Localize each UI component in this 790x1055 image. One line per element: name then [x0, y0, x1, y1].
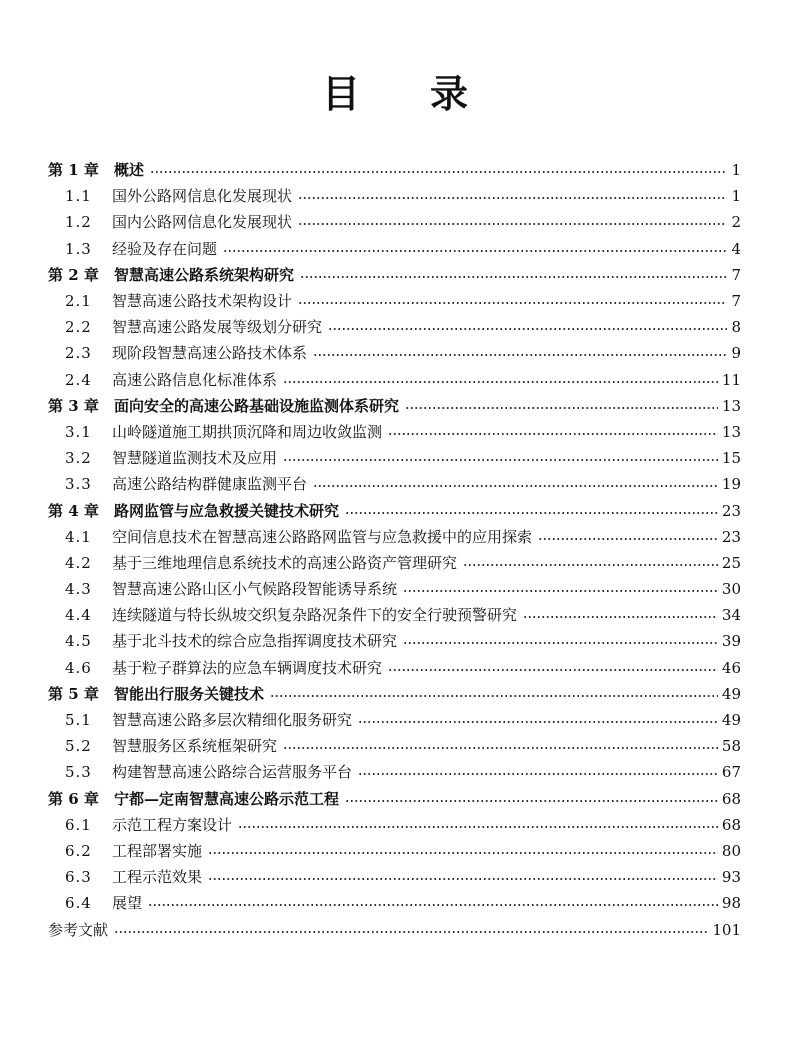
toc-entry-page-number: 9 [731, 344, 741, 363]
toc-entry-number: 3.1 [65, 422, 92, 441]
toc-entry-number: 4.3 [65, 580, 92, 599]
toc-section-entry[interactable] [48, 707, 741, 733]
toc-entry-number: 第 1 章 [48, 161, 99, 180]
toc-entry-title: 基于三维地理信息系统技术的高速公路资产管理研究 [112, 553, 458, 572]
toc-entry-title: 山岭隧道施工期拱顶沉降和周边收敛监测 [112, 422, 383, 441]
toc-section-entry[interactable] [48, 340, 741, 366]
dot-leader [270, 695, 718, 697]
toc-references-entry[interactable] [48, 916, 741, 942]
toc-entry-title: 智能出行服务关键技术 [114, 684, 265, 703]
toc-entry-number: 第 6 章 [48, 789, 99, 808]
toc-entry-number: 6.1 [65, 815, 92, 834]
toc-entry-number: 第 4 章 [48, 501, 99, 520]
toc-entry-title: 工程示范效果 [112, 868, 203, 887]
toc-entry-title: 示范工程方案设计 [112, 815, 233, 834]
dot-leader [358, 773, 718, 775]
dot-leader [358, 721, 718, 723]
dot-leader [298, 223, 727, 225]
toc-entry-title: 高速公路结构群健康监测平台 [112, 475, 308, 494]
toc-entry-number: 4.1 [65, 527, 92, 546]
toc-chapter-entry[interactable] [48, 262, 741, 288]
toc-entry-number: 第 3 章 [48, 396, 99, 415]
toc-entry-title: 智慧高速公路系统架构研究 [114, 265, 295, 284]
toc-entry-number: 2.2 [65, 318, 92, 337]
toc-chapter-entry[interactable] [48, 393, 741, 419]
toc-entry-number: 5.3 [65, 763, 92, 782]
toc-entry-number: 3.2 [65, 449, 92, 468]
page-title-char-1: 目 [321, 71, 360, 116]
toc-section-entry[interactable] [48, 576, 741, 602]
dot-leader [150, 171, 727, 173]
toc-entry-title: 智慧服务区系统框架研究 [112, 737, 278, 756]
dot-leader [298, 197, 727, 199]
toc-entry-title: 国内公路网信息化发展现状 [112, 213, 293, 232]
toc-entry-title: 基于北斗技术的综合应急指挥调度技术研究 [112, 632, 398, 651]
toc-entry-page-number: 15 [721, 449, 741, 468]
dot-leader [313, 354, 727, 356]
toc-entry-page-number: 7 [731, 265, 741, 284]
toc-entry-title: 国外公路网信息化发展现状 [112, 187, 293, 206]
toc-entry-page-number: 23 [721, 501, 741, 520]
toc-entry-number: 2.1 [65, 292, 92, 311]
toc-section-entry[interactable] [48, 524, 741, 550]
toc-entry-title: 参考文献 [48, 920, 109, 939]
dot-leader [283, 381, 718, 383]
toc-entry-number: 6.3 [65, 868, 92, 887]
dot-leader [523, 616, 718, 618]
dot-leader [405, 407, 718, 409]
toc-entry-number: 1.3 [65, 239, 92, 258]
dot-leader [388, 669, 718, 671]
dot-leader [328, 328, 727, 330]
toc-entry-page-number: 2 [731, 213, 741, 232]
toc-entry-page-number: 1 [731, 161, 741, 180]
toc-entry-title: 智慧高速公路多层次精细化服务研究 [112, 711, 353, 730]
dot-leader [313, 485, 718, 487]
toc-entry-title: 工程部署实施 [112, 841, 203, 860]
toc-entry-title: 概述 [114, 161, 145, 180]
toc-entry-page-number: 80 [721, 841, 741, 860]
dot-leader [403, 642, 718, 644]
toc-entry-title: 构建智慧高速公路综合运营服务平台 [112, 763, 353, 782]
toc-entry-title: 现阶段智慧高速公路技术体系 [112, 344, 308, 363]
toc-entry-page-number: 34 [721, 606, 741, 625]
dot-leader [298, 302, 727, 304]
toc-entry-page-number: 68 [721, 815, 741, 834]
toc-entry-number: 4.5 [65, 632, 92, 651]
toc-section-entry[interactable] [48, 602, 741, 628]
toc-section-entry[interactable] [48, 445, 741, 471]
toc-entry-title: 智慧高速公路技术架构设计 [112, 292, 293, 311]
dot-leader [388, 433, 718, 435]
toc-entry-page-number: 25 [721, 553, 741, 572]
dot-leader [283, 747, 718, 749]
toc-entry-page-number: 93 [721, 868, 741, 887]
toc-section-entry[interactable] [48, 236, 741, 262]
toc-entry-number: 6.4 [65, 894, 92, 913]
toc-entry-title: 智慧高速公路发展等级划分研究 [112, 318, 323, 337]
toc-entry-title: 智慧隧道监测技术及应用 [112, 449, 278, 468]
toc-chapter-entry[interactable] [48, 681, 741, 707]
toc-entry-page-number: 101 [712, 920, 741, 939]
toc-section-entry[interactable] [48, 655, 741, 681]
toc-entry-page-number: 7 [731, 292, 741, 311]
toc-section-entry[interactable] [48, 471, 741, 497]
toc-entry-number: 2.3 [65, 344, 92, 363]
toc-entry-page-number: 19 [721, 475, 741, 494]
toc-entry-page-number: 98 [721, 894, 741, 913]
table-of-contents [48, 157, 741, 943]
page-title [0, 70, 790, 118]
toc-entry-number: 5.2 [65, 737, 92, 756]
dot-leader [208, 878, 718, 880]
toc-entry-page-number: 13 [721, 422, 741, 441]
toc-section-entry[interactable] [48, 733, 741, 759]
toc-section-entry[interactable] [48, 209, 741, 235]
toc-section-entry[interactable] [48, 367, 741, 393]
toc-section-entry[interactable] [48, 550, 741, 576]
toc-entry-number: 6.2 [65, 841, 92, 860]
toc-entry-page-number: 58 [721, 737, 741, 756]
toc-section-entry[interactable] [48, 314, 741, 340]
toc-entry-title: 智慧高速公路山区小气候路段智能诱导系统 [112, 580, 398, 599]
toc-section-entry[interactable] [48, 288, 741, 314]
toc-entry-title: 面向安全的高速公路基础设施监测体系研究 [114, 396, 400, 415]
toc-chapter-entry[interactable] [48, 157, 741, 183]
toc-entry-number: 3.3 [65, 475, 92, 494]
toc-entry-number: 1.2 [65, 213, 92, 232]
toc-entry-title: 基于粒子群算法的应急车辆调度技术研究 [112, 658, 383, 677]
toc-entry-number: 2.4 [65, 370, 92, 389]
dot-leader [345, 800, 718, 802]
toc-section-entry[interactable] [48, 759, 741, 785]
toc-entry-page-number: 46 [721, 658, 741, 677]
toc-entry-title: 路网监管与应急救援关键技术研究 [114, 501, 340, 520]
toc-section-entry[interactable] [48, 890, 741, 916]
toc-section-entry[interactable] [48, 628, 741, 654]
toc-entry-title: 连续隧道与特长纵坡交织复杂路况条件下的安全行驶预警研究 [112, 606, 518, 625]
toc-entry-number: 1.1 [65, 187, 92, 206]
dot-leader [538, 538, 718, 540]
toc-entry-page-number: 11 [721, 370, 741, 389]
dot-leader [283, 459, 718, 461]
dot-leader [223, 250, 727, 252]
toc-entry-number: 第 5 章 [48, 684, 99, 703]
toc-entry-page-number: 39 [721, 632, 741, 651]
toc-entry-page-number: 4 [731, 239, 741, 258]
toc-entry-page-number: 49 [721, 684, 741, 703]
toc-section-entry[interactable] [48, 183, 741, 209]
toc-entry-page-number: 23 [721, 527, 741, 546]
dot-leader [208, 852, 718, 854]
dot-leader [148, 904, 718, 906]
dot-leader [114, 931, 708, 933]
toc-entry-page-number: 67 [721, 763, 741, 782]
toc-section-entry[interactable] [48, 838, 741, 864]
toc-entry-title: 宁都—定南智慧高速公路示范工程 [114, 789, 340, 808]
toc-entry-title: 展望 [112, 894, 143, 913]
toc-entry-title: 高速公路信息化标准体系 [112, 370, 278, 389]
page-title-char-2: 录 [430, 71, 469, 116]
toc-section-entry[interactable] [48, 419, 741, 445]
dot-leader [345, 512, 718, 514]
toc-entry-number: 4.2 [65, 553, 92, 572]
toc-entry-page-number: 13 [721, 396, 741, 415]
toc-section-entry[interactable] [48, 864, 741, 890]
toc-chapter-entry[interactable] [48, 786, 741, 812]
dot-leader [403, 590, 718, 592]
toc-entry-page-number: 49 [721, 711, 741, 730]
toc-entry-page-number: 1 [731, 187, 741, 206]
toc-entry-title: 经验及存在问题 [112, 239, 218, 258]
toc-section-entry[interactable] [48, 812, 741, 838]
dot-leader [238, 826, 718, 828]
dot-leader [300, 276, 727, 278]
toc-entry-number: 5.1 [65, 711, 92, 730]
toc-entry-number: 4.6 [65, 658, 92, 677]
toc-entry-page-number: 8 [731, 318, 741, 337]
dot-leader [463, 564, 718, 566]
toc-chapter-entry[interactable] [48, 497, 741, 523]
toc-entry-number: 4.4 [65, 606, 92, 625]
toc-entry-number: 第 2 章 [48, 265, 99, 284]
toc-entry-page-number: 30 [721, 580, 741, 599]
toc-entry-title: 空间信息技术在智慧高速公路路网监管与应急救援中的应用探索 [112, 527, 533, 546]
toc-entry-page-number: 68 [721, 789, 741, 808]
